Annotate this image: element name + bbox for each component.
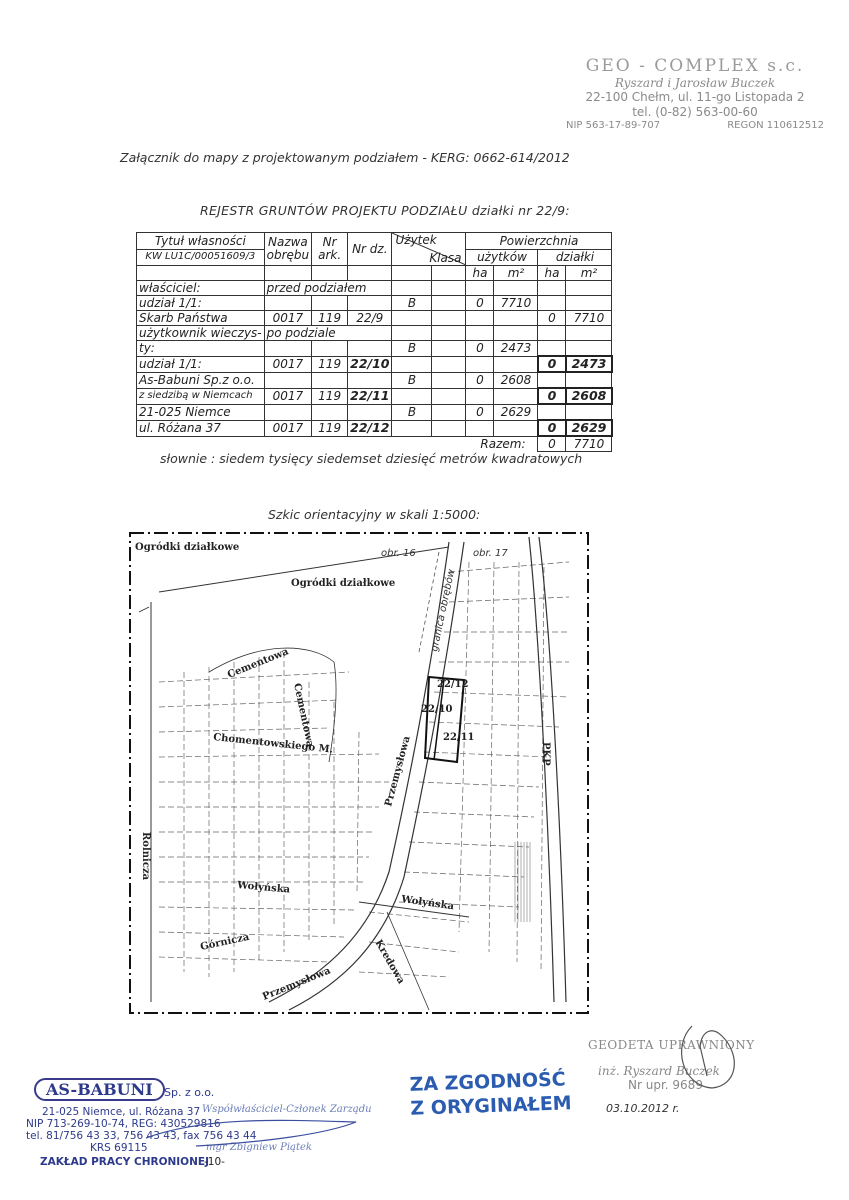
obreb-cell: 0017 xyxy=(264,388,311,404)
parcel-lines xyxy=(159,562,569,977)
table-row xyxy=(137,281,612,296)
header-m2: m² xyxy=(494,266,538,281)
stamp-zpch: ZAKŁAD PRACY CHRONIONEJ xyxy=(40,1156,209,1168)
table-header-row xyxy=(137,233,612,250)
obreb-cell: 0017 xyxy=(264,356,311,372)
uzytek-cell: B xyxy=(392,372,432,388)
total-m2: 7710 xyxy=(566,436,612,452)
stamp-signatory: mgr Zbigniew Piątek xyxy=(206,1142,312,1153)
header-dzialki: działki xyxy=(538,249,612,266)
label-plot-22-11: 22/11 xyxy=(443,732,475,743)
total-label: Razem: xyxy=(137,436,538,452)
stamp-role: Współwłaściciel-Członek Zarządu xyxy=(202,1104,372,1115)
stamp-tel: tel. 81/756 43 33, 756 43 43, fax 756 43 44 xyxy=(26,1130,257,1142)
sketch-title: Szkic orientacyjny w skali 1:5000: xyxy=(268,507,481,522)
stamp-nip: NIP 713-269-10-74, REG: 430529816 xyxy=(26,1118,221,1130)
label-ogrodki-center: Ogródki działkowe xyxy=(291,578,396,589)
stamp-address: 21-025 Niemce, ul. Różana 37 xyxy=(42,1106,201,1118)
header-ha: ha xyxy=(466,266,494,281)
label-obr-17: obr. 17 xyxy=(473,548,508,559)
total-ha: 0 xyxy=(538,436,566,452)
table-row xyxy=(137,372,612,388)
obreb-cell: 0017 xyxy=(264,311,311,326)
company-owners: Ryszard i Jarosław Buczek xyxy=(614,76,776,90)
table-row xyxy=(137,341,612,357)
after-division-label: po podziale xyxy=(264,326,392,341)
dz-cell: 22/9 xyxy=(348,311,392,326)
dz-cell: 22/10 xyxy=(348,356,392,372)
company-stamp xyxy=(26,1076,372,1176)
stamp-krs: KRS 69115 xyxy=(90,1142,148,1154)
surveyor-title: GEODETA UPRAWNIONY xyxy=(588,1038,755,1052)
dzialka-ha-cell: 0 xyxy=(538,420,566,436)
ark-cell: 119 xyxy=(312,311,348,326)
header-dz: Nr dz. xyxy=(348,233,392,266)
area-in-words: słownie : siedem tysięcy siedemset dziesięć metrów kwadratowych xyxy=(160,451,583,466)
page-number: -10- xyxy=(204,1156,225,1168)
map-border xyxy=(130,533,588,1013)
stamp-sp: Sp. z o.o. xyxy=(164,1086,215,1099)
dz-cell: 22/11 xyxy=(348,388,392,404)
ha-cell: 0 xyxy=(466,372,494,388)
label-gornicza: Górnicza xyxy=(199,931,251,953)
attachment-title: Załącznik do mapy z projektowanym podziałem - KERG: 0662-614/2012 xyxy=(120,150,570,165)
header-m2: m² xyxy=(566,266,612,281)
company-phone: tel. (0-82) 563-00-60 xyxy=(632,105,758,119)
label-plot-22-10: 22/10 xyxy=(421,704,453,715)
surveyor-signature xyxy=(652,1016,772,1096)
street-przemyslowa xyxy=(269,542,449,1002)
ha-cell: 0 xyxy=(466,341,494,357)
certified-line-1: ZA ZGODNOŚĆ xyxy=(409,1068,566,1096)
obreb-cell: 0017 xyxy=(264,420,311,436)
uzytek-cell: B xyxy=(392,341,432,357)
ark-cell: 119 xyxy=(312,356,348,372)
owner-cell: użytkownik wieczys- xyxy=(137,326,265,341)
label-granica: granica obrębów xyxy=(429,568,458,653)
surveyor-licence: Nr upr. 9689 xyxy=(628,1078,703,1092)
owner-cell: As-Babuni Sp.z o.o. xyxy=(137,372,265,388)
dzialka-m2-cell: 2473 xyxy=(566,356,612,372)
owner-cell: ty: xyxy=(137,341,265,357)
surveyor-stamp xyxy=(588,1038,758,1115)
header-kw: KW LU1C/00051609/3 xyxy=(137,249,265,266)
company-address: 22-100 Chełm, ul. 11-go Listopada 2 xyxy=(585,90,805,104)
label-obr-16: obr. 16 xyxy=(381,548,416,559)
dzialka-ha-cell: 0 xyxy=(538,388,566,404)
ark-cell: 119 xyxy=(312,420,348,436)
uzytek-cell: B xyxy=(392,296,432,311)
header-uzytek: Użytek xyxy=(395,233,437,247)
dz-cell: 22/12 xyxy=(348,420,392,436)
table-row xyxy=(137,388,612,404)
before-division-label: przed podziałem xyxy=(264,281,392,296)
dzialka-ha-cell: 0 xyxy=(538,311,566,326)
label-pkp: PKP xyxy=(540,742,551,766)
owner-cell: 21-025 Niemce xyxy=(137,404,265,420)
owner-cell: z siedzibą w Niemcach xyxy=(137,388,265,404)
label-przemyslowa-2: Przemysłowa xyxy=(261,965,333,1003)
header-obreb: Nazwa obrębu xyxy=(264,233,311,266)
header-ha: ha xyxy=(538,266,566,281)
label-plot-22-12: 22/12 xyxy=(437,679,469,690)
orientation-sketch-map xyxy=(129,532,589,1014)
company-name: GEO - COMPLEX s.c. xyxy=(585,56,805,76)
company-regon: REGON 110612512 xyxy=(727,120,824,131)
table-total-row xyxy=(137,436,612,452)
header-klasa: Klasa xyxy=(429,251,462,265)
table-row xyxy=(137,326,612,341)
surveyor-date: 03.10.2012 r. xyxy=(606,1102,680,1115)
label-wolynska-1: Wołyńska xyxy=(236,880,291,896)
owner-cell: właściciel: xyxy=(137,281,265,296)
company-nip: NIP 563-17-89-707 xyxy=(566,120,661,131)
table-header-row xyxy=(137,266,612,281)
label-chomentowskiego: Chomentowskiego M. xyxy=(212,732,334,756)
table-row xyxy=(137,356,612,372)
land-register-table xyxy=(136,232,613,452)
label-cementowa-1: Cementowa xyxy=(226,646,291,681)
letterhead xyxy=(560,56,830,131)
owner-cell: ul. Różana 37 xyxy=(137,420,265,436)
uzytek-cell: B xyxy=(392,404,432,420)
table-row xyxy=(137,420,612,436)
signature-scribble xyxy=(26,1076,366,1176)
table-row xyxy=(137,311,612,326)
as-babuni-logo: AS-BABUNI xyxy=(34,1078,165,1101)
ha-cell: 0 xyxy=(466,296,494,311)
header-title: Tytuł własności xyxy=(137,233,265,250)
dzialka-m2-cell: 2608 xyxy=(566,388,612,404)
owner-cell: udział 1/1: xyxy=(137,296,265,311)
label-kredowa: Kredowa xyxy=(372,938,407,987)
header-uzytek-klasa xyxy=(392,233,466,266)
surveyor-name: inż. Ryszard Buczek xyxy=(598,1064,720,1078)
register-title: REJESTR GRUNTÓW PROJEKTU PODZIAŁU działki nr 22/9: xyxy=(200,203,570,218)
ark-cell: 119 xyxy=(312,388,348,404)
header-uzytkow: użytków xyxy=(466,249,538,266)
label-rolnicza: Rolnicza xyxy=(140,832,151,881)
label-przemyslowa-1: Przemysłowa xyxy=(383,734,413,808)
owner-cell: udział 1/1: xyxy=(137,356,265,372)
certified-line-2: Z ORYGINAŁEM xyxy=(410,1092,573,1120)
ha-cell: 0 xyxy=(466,404,494,420)
label-wolynska-2: Wołyńska xyxy=(400,894,455,913)
label-ogrodki-corner: Ogródki działkowe xyxy=(135,542,240,553)
m2-cell: 2629 xyxy=(494,404,538,420)
header-pow: Powierzchnia xyxy=(466,233,612,250)
dzialka-ha-cell: 0 xyxy=(538,356,566,372)
header-ark: Nr ark. xyxy=(312,233,348,266)
label-cementowa-2: Cementowa xyxy=(291,682,316,749)
table-row xyxy=(137,296,612,311)
table-row xyxy=(137,404,612,420)
certified-copy-stamp xyxy=(409,1067,572,1121)
owner-cell: Skarb Państwa xyxy=(137,311,265,326)
m2-cell: 2608 xyxy=(494,372,538,388)
dzialka-m2-cell: 2629 xyxy=(566,420,612,436)
m2-cell: 7710 xyxy=(494,296,538,311)
m2-cell: 2473 xyxy=(494,341,538,357)
dzialka-m2-cell: 7710 xyxy=(566,311,612,326)
